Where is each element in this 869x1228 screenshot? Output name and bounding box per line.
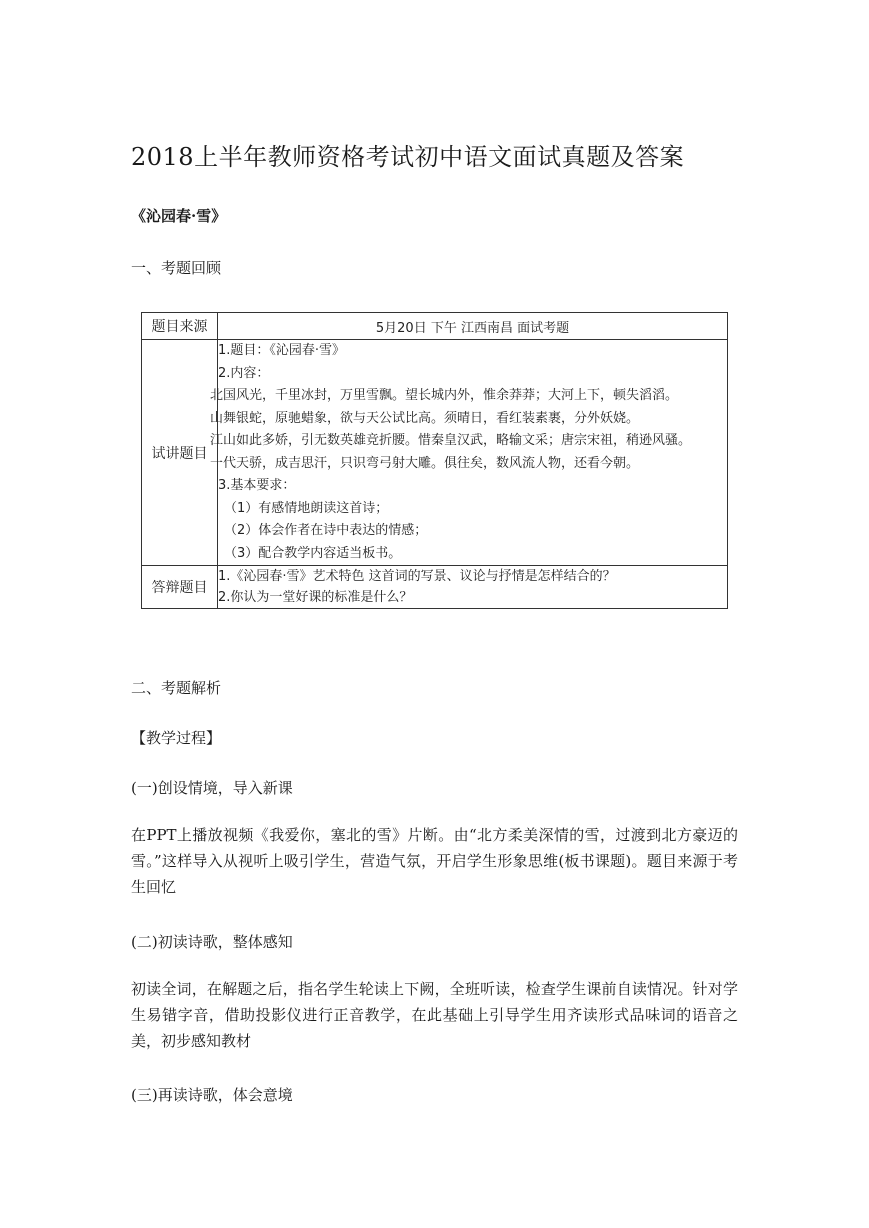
topic-line: 2.内容： xyxy=(218,365,270,381)
table-row-defense xyxy=(142,566,728,609)
poem-line: 一代天骄，成吉思汗，只识弯弓射大雕。俱往矣，数风流人物，还看今朝。 xyxy=(210,455,640,471)
step1-text: 在PPT上播放视频《我爱你，塞北的雪》片断。由“北方柔美深情的雪，过渡到北方豪迈的雪。”这样导入从视听上吸引学生，营造气氛，开启学生形象思维(板书课题)。题目来源于考生回忆 xyxy=(131,826,738,896)
section2-heading: 二、考题解析 xyxy=(131,679,222,697)
step2-heading: (二)初读诗歌，整体感知 xyxy=(131,933,293,951)
defense-label: 答辩题目 xyxy=(142,566,218,609)
requirement-line: （1）有感情地朗读这首诗； xyxy=(224,500,389,516)
teaching-process-heading: 【教学过程】 xyxy=(131,729,222,747)
topic-line: 3.基本要求： xyxy=(218,478,296,493)
step2-text: 初读全词，在解题之后，指名学生轮读上下阙，全班听读，检查学生课前自读情况。针对学生易错字音，借助投影仪进行正音教学，在此基础上引导学生用齐读形式品味词的语音之美，初步感知教材 xyxy=(131,980,738,1050)
table-row-source xyxy=(142,313,728,340)
requirement-line: （2）体会作者在诗中表达的情感； xyxy=(224,523,428,538)
page-title: 2018上半年教师资格考试初中语文面试真题及答案 xyxy=(131,143,685,171)
step1-heading: (一)创设情境，导入新课 xyxy=(131,779,293,797)
step3-heading: (三)再读诗歌，体会意境 xyxy=(131,1086,293,1104)
source-value: 5月20日 下午 江西南昌 面试考题 xyxy=(218,313,728,340)
table-row-topic xyxy=(142,340,728,566)
poem-title: 《沁园春·雪》 xyxy=(131,207,227,225)
defense-line: 2.你认为一堂好课的标准是什么？ xyxy=(218,590,413,605)
poem-line: 山舞银蛇，原驰蜡象，欲与天公试比高。须晴日，看红装素裹，分外妖娆。 xyxy=(210,410,640,426)
poem-line: 北国风光，千里冰封，万里雪飘。望长城内外，惟余莽莽；大河上下，顿失滔滔。 xyxy=(210,388,679,403)
topic-label: 试讲题目 xyxy=(142,340,218,566)
topic-content xyxy=(210,340,728,566)
defense-content xyxy=(218,566,728,609)
requirement-line: （3）配合教学内容适当板书。 xyxy=(224,545,402,561)
section1-heading: 一、考题回顾 xyxy=(131,259,222,277)
source-label: 题目来源 xyxy=(142,313,218,340)
defense-line: 1.《沁园春·雪》艺术特色 这首词的写景、议论与抒情是怎样结合的？ xyxy=(218,569,616,584)
exam-table xyxy=(141,312,728,609)
poem-line: 江山如此多娇，引无数英雄竞折腰。惜秦皇汉武，略输文采；唐宗宋祖，稍逊风骚。 xyxy=(210,433,692,448)
topic-line: 1.题目：《沁园春·雪》 xyxy=(218,343,346,358)
